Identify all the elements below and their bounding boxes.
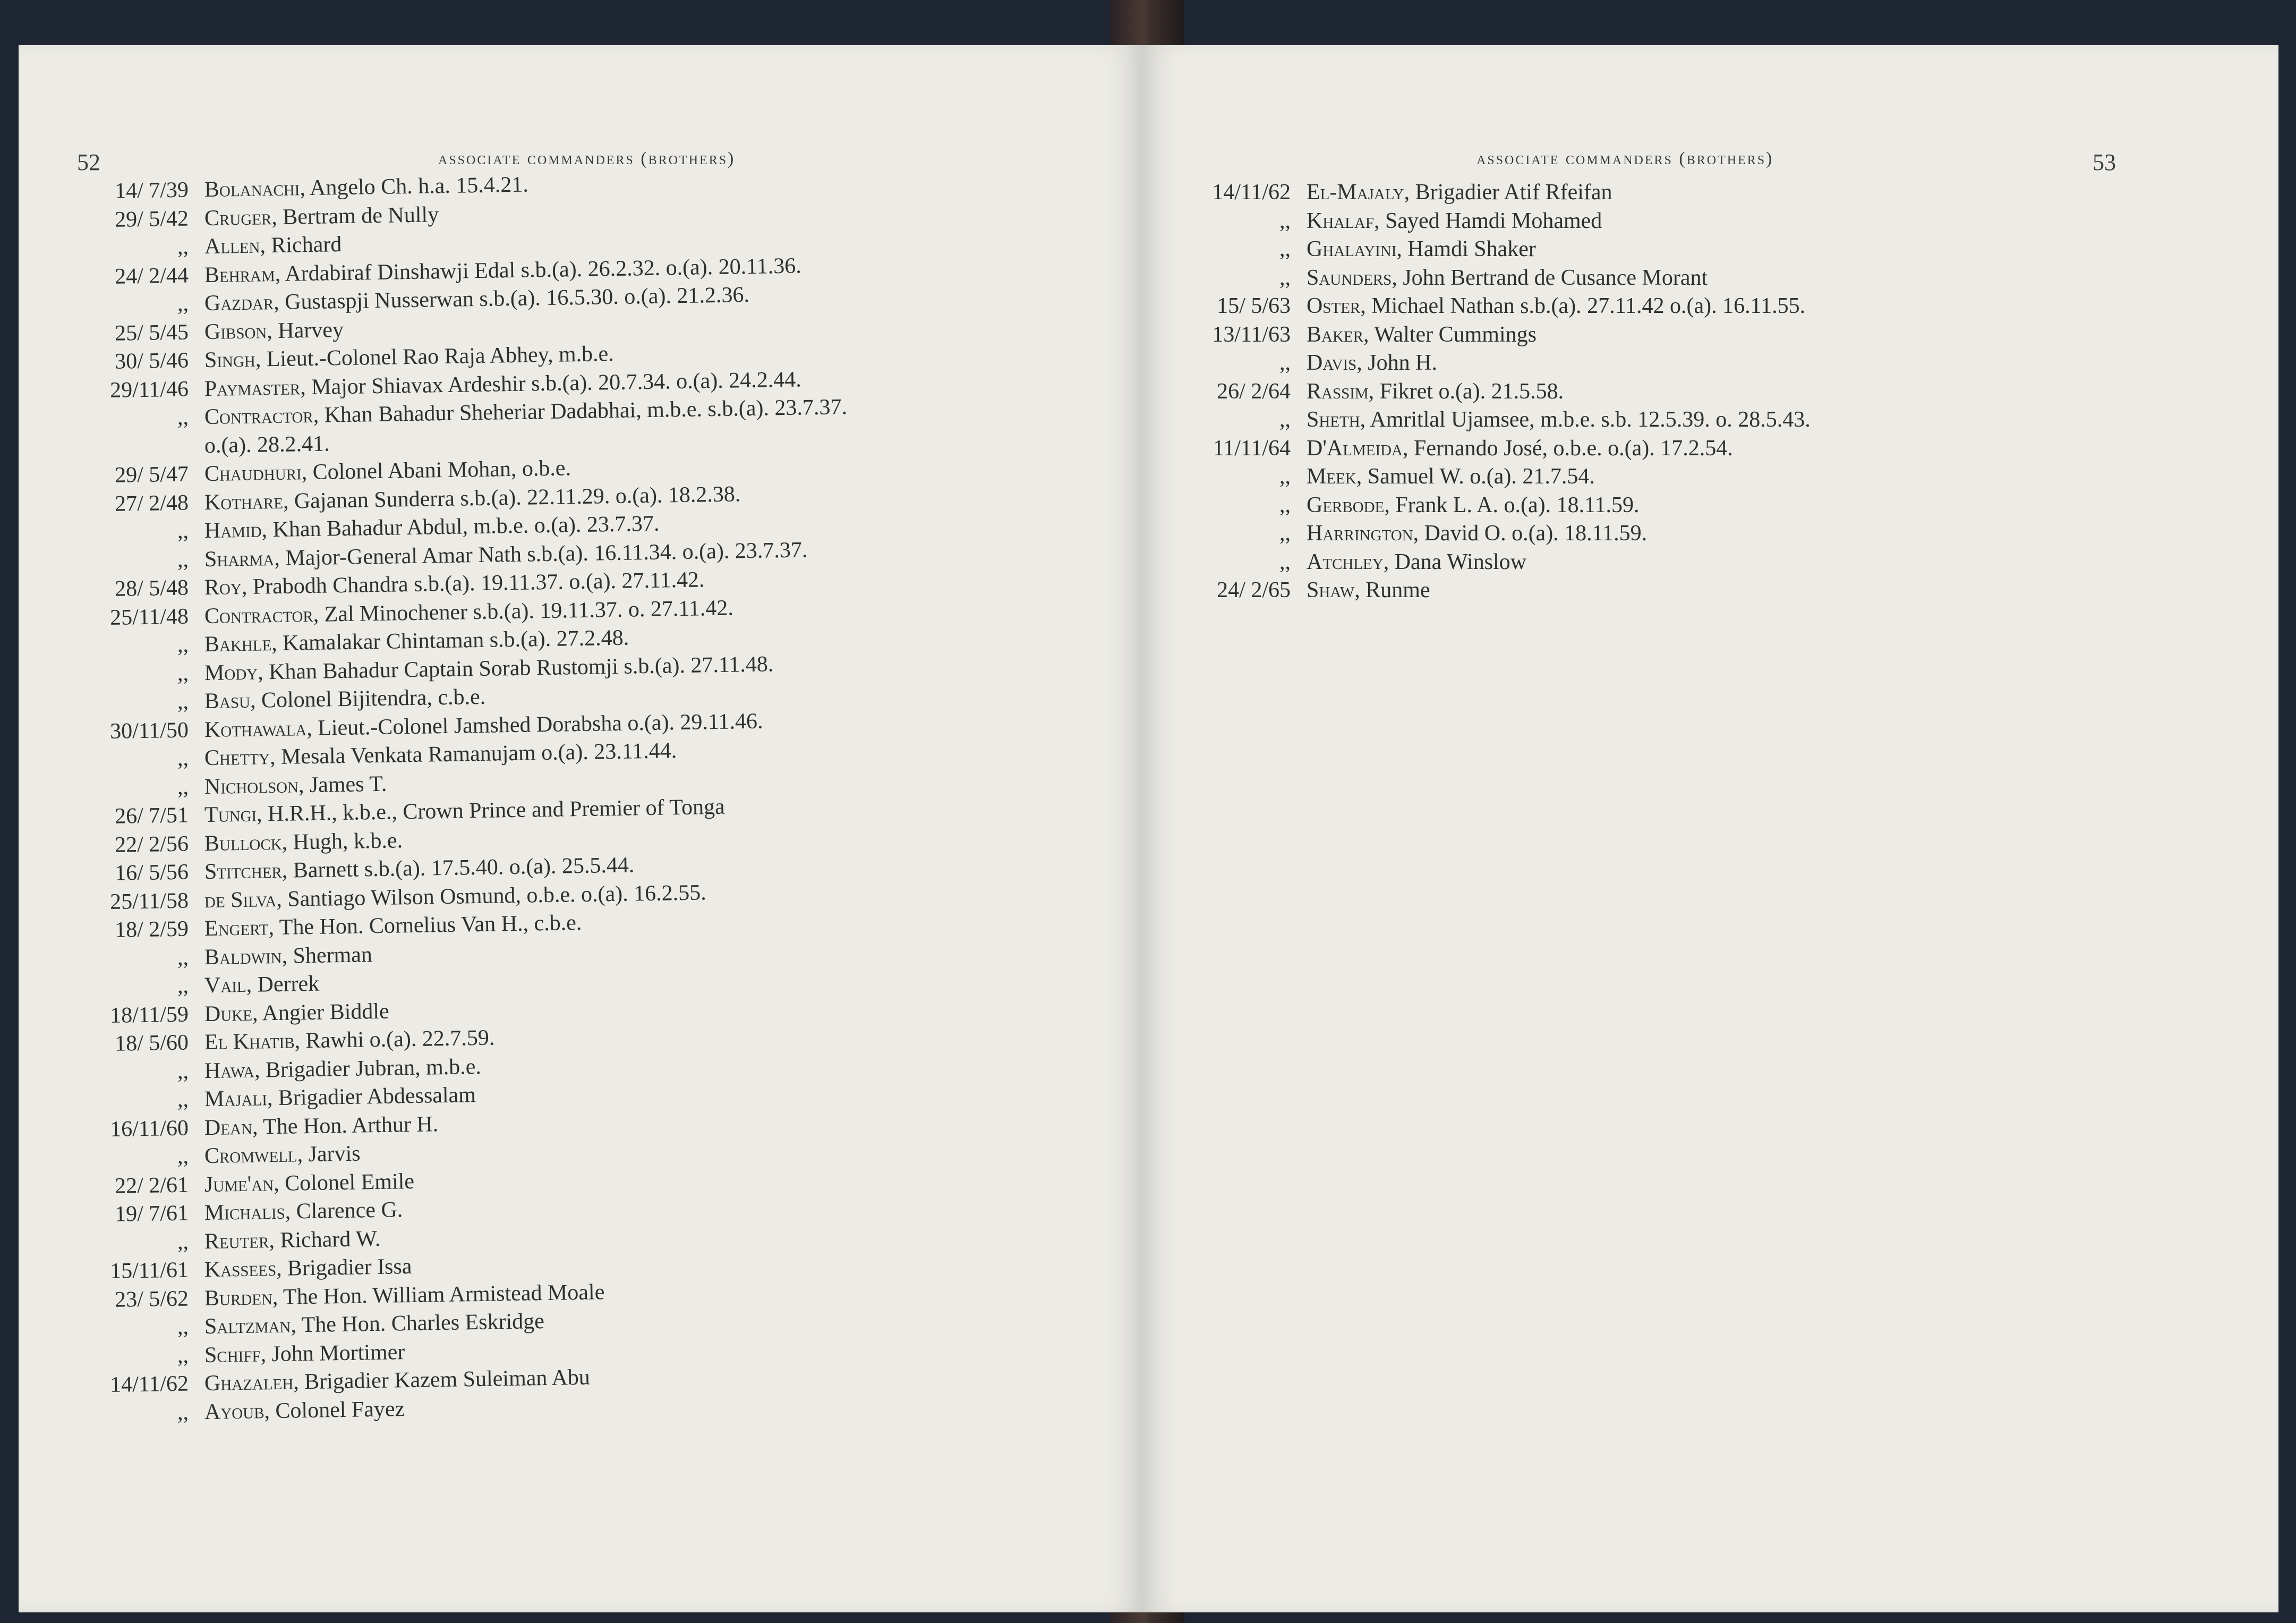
entry-date: 19/ 7/61 [114, 1201, 189, 1227]
entry-details: Major Shiavax Ardeshir s.b.(a). 20.7.34. o.(a). 24.2.44. [305, 367, 802, 400]
entry-details: Lieut.-Colonel Jamshed Dorabsha o.(a). 29.11.46. [312, 709, 763, 741]
entry-surname: Michalis, [204, 1199, 291, 1226]
entry-date: 25/ 5/45 [114, 320, 189, 346]
entry-details: Colonel Abani Mohan, o.b.e. [306, 456, 571, 485]
entry-details: Runme [1360, 578, 1430, 602]
entry-date: ,, [177, 746, 189, 771]
entry-details: The Hon. Charles Eskridge [296, 1309, 545, 1338]
entry-date: ,, [177, 234, 189, 259]
entry-date: 29/11/46 [109, 377, 189, 403]
entry-surname: Gazdar, [204, 290, 280, 316]
entry-list [1142, 45, 2278, 1612]
entry-date: ,, [177, 1144, 189, 1169]
entry-surname: D'Almeida, [1307, 436, 1409, 461]
entry-details: The Hon. Arthur H. [258, 1111, 439, 1140]
entry-text [1307, 491, 1640, 520]
entry-surname: Ghazaleh, [204, 1370, 300, 1396]
entry-text [1307, 462, 1595, 491]
running-head: associate commanders (brothers) [438, 149, 736, 168]
entry-surname: Stitcher, [204, 858, 288, 885]
entry-surname: Duke, [204, 1001, 258, 1026]
entry-text [1307, 292, 1805, 320]
page-number: 53 [2093, 149, 2116, 175]
entry-details: Kamalakar Chintaman s.b.(a). 27.2.48. [277, 625, 629, 656]
entry-text [204, 1224, 381, 1255]
entry-surname: Baker, [1307, 322, 1369, 347]
entry-date: 25/11/58 [109, 888, 189, 914]
entry-surname: Schiff, [204, 1341, 267, 1367]
entry-surname: Saunders, [1307, 265, 1397, 290]
entry-details: Sayed Hamdi Mohamed [1379, 208, 1602, 233]
entry-text [204, 1338, 405, 1370]
entry-details: Dana Winslow [1389, 549, 1527, 574]
entry-surname: Cromwell, [204, 1142, 303, 1169]
entry-details: Clarence G. [290, 1197, 403, 1224]
entry-date: 15/ 5/63 [1217, 294, 1291, 318]
left-page [19, 45, 1142, 1612]
entry-date: 30/ 5/46 [114, 348, 189, 374]
entry-details: Fikret o.(a). 21.5.58. [1374, 379, 1564, 404]
entry-surname: Dean, [204, 1115, 258, 1140]
entry-surname: Shaw, [1307, 578, 1360, 602]
entry-date: ,, [177, 1087, 189, 1112]
entry-date: 15/11/61 [109, 1257, 189, 1284]
entry-details: John Mortimer [266, 1339, 405, 1366]
entry-details: Brigadier Jubran, m.b.e. [260, 1054, 482, 1082]
entry-date: 16/ 5/56 [114, 860, 189, 886]
entry-text [204, 1140, 361, 1171]
entry-date: ,, [177, 632, 189, 657]
entry-date: 30/11/50 [109, 718, 189, 744]
entry-text [204, 940, 373, 972]
running-head: associate commanders (brothers) [1476, 149, 1774, 168]
entry-surname: Baldwin, [204, 944, 288, 970]
entry-date: ,, [177, 1314, 189, 1339]
entry-surname: Bullock, [204, 830, 288, 856]
entry-surname: Rassim, [1307, 379, 1375, 404]
entry-text [1307, 434, 1733, 463]
entry-date: ,, [1279, 351, 1291, 375]
entry-details: Richard [265, 232, 342, 258]
entry-surname: Nicholson, [204, 772, 304, 799]
entry-date: ,, [177, 775, 189, 800]
entry-surname: Paymaster, [204, 375, 306, 401]
entry-date: ,, [1279, 407, 1291, 432]
entry-surname: de Silva, [204, 887, 283, 913]
entry-details: Barnett s.b.(a). 17.5.40. o.(a). 25.5.44. [287, 853, 635, 883]
entry-date: ,, [1279, 208, 1291, 233]
entry-details: David O. o.(a). 18.11.59. [1419, 521, 1648, 546]
entry-surname: Chaudhuri, [204, 460, 308, 487]
entry-text [204, 1167, 415, 1199]
entry-details: Mesala Venkata Ramanujam o.(a). 23.11.44. [275, 738, 677, 770]
entry-surname: El-Majaly, [1307, 180, 1410, 205]
right-page [1142, 45, 2278, 1612]
entry-surname: Gerbode, [1307, 492, 1390, 517]
entry-surname: Burden, [204, 1285, 278, 1311]
entry-surname: Ghalayini, [1307, 237, 1402, 261]
entry-date: ,, [177, 661, 189, 686]
entry-date: ,, [177, 973, 189, 998]
entry-date: ,, [177, 1343, 189, 1368]
entry-text [204, 1395, 405, 1426]
entry-surname: Contractor, [204, 602, 319, 628]
entry-surname: Gibson, [204, 318, 273, 344]
entry-surname: Saltzman, [204, 1313, 297, 1339]
entry-details: Samuel W. o.(a). 21.7.54. [1362, 464, 1595, 489]
entry-date: ,, [1279, 521, 1291, 546]
entry-date: 26/ 2/64 [1217, 379, 1291, 404]
entry-surname: Oster, [1307, 294, 1366, 318]
entry-surname: Kothawala, [204, 716, 313, 742]
entry-surname: Allen, [204, 233, 266, 259]
entry-text [204, 970, 320, 1000]
entry-surname: Contractor, [204, 403, 319, 430]
entry-details: The Hon. William Armistead Moale [277, 1279, 605, 1310]
entry-date: 13/11/63 [1212, 322, 1291, 347]
entry-details: Ardabiraf Dinshawji Edal s.b.(a). 26.2.32. o.(a). 20.11.36. [280, 253, 801, 286]
entry-details: Major-General Amar Nath s.b.(a). 16.11.34. o.(a). 23.7.37. [279, 537, 808, 571]
entry-details: Richard W. [274, 1226, 381, 1253]
entry-date: 22/ 2/61 [114, 1172, 189, 1199]
entry-date: 24/ 2/44 [114, 263, 189, 289]
entry-surname: Davis, [1307, 351, 1362, 375]
entry-date: ,, [1279, 237, 1291, 261]
entry-details: Sherman [287, 942, 373, 968]
entry-text [204, 1024, 495, 1057]
entry-text [1307, 349, 1437, 377]
entry-surname: Sheth, [1307, 407, 1366, 432]
entry-list [19, 45, 1142, 1612]
entry-date: 29/ 5/42 [114, 206, 189, 232]
entry-surname: Bakhle, [204, 631, 278, 657]
entry-text [1307, 576, 1430, 605]
entry-surname: Engert, [204, 915, 275, 941]
entry-date: 25/11/48 [109, 604, 189, 630]
entry-details: Khan Bahadur Captain Sorab Rustomji s.b.(a). 27.11.48. [263, 651, 774, 684]
entry-surname: Atchley, [1307, 549, 1389, 574]
entry-details: Hugh, k.b.e. [287, 828, 403, 855]
entry-date: 14/ 7/39 [114, 177, 189, 203]
entry-surname: Tungi, [204, 802, 262, 828]
entry-date: 18/ 2/59 [114, 916, 189, 942]
entry-surname: Reuter, [204, 1228, 275, 1254]
entry-text [1307, 264, 1708, 292]
entry-surname: Roy, [204, 574, 247, 600]
entry-date: ,, [177, 291, 189, 316]
entry-details: Santiago Wilson Osmund, o.b.e. o.(a). 16.2.55. [281, 880, 707, 912]
entry-date: 28/ 5/48 [114, 575, 189, 601]
entry-details: Brigadier Atif Rfeifan [1410, 180, 1612, 205]
entry-date: 14/11/62 [109, 1371, 189, 1397]
entry-details: Khan Bahadur Abdul, m.b.e. o.(a). 23.7.37. [267, 511, 660, 542]
entry-details: H.R.H., k.b.e., Crown Prince and Premier of Tonga [262, 794, 725, 827]
entry-date: 22/ 2/56 [114, 831, 189, 857]
entry-date: ,, [1279, 464, 1291, 489]
entry-text [204, 1081, 476, 1114]
entry-details: John Bertrand de Cusance Morant [1397, 265, 1708, 290]
entry-text [204, 1307, 545, 1341]
entry-text [204, 1110, 439, 1142]
entry-details: Brigadier Abdessalam [272, 1083, 476, 1111]
entry-date: 24/ 2/65 [1217, 578, 1291, 602]
entry-details: Bertram de Nully [277, 202, 439, 230]
entry-surname: Hamid, [204, 517, 268, 543]
entry-text [1307, 235, 1536, 264]
entry-text [204, 316, 344, 346]
entry-details: Hamdi Shaker [1402, 237, 1536, 261]
entry-date: ,, [177, 1059, 189, 1084]
entry-date: ,, [177, 1229, 189, 1254]
entry-surname: Meek, [1307, 464, 1362, 489]
entry-surname: Harrington, [1307, 521, 1419, 546]
entry-surname: Kassees, [204, 1256, 282, 1282]
entry-text [1307, 519, 1647, 548]
entry-details: Gustaspji Nusserwan s.b.(a). 16.5.30. o.(a). 21.2.36. [279, 283, 750, 315]
entry-text [1307, 377, 1564, 406]
entry-text [1307, 178, 1612, 207]
entry-date: 29/ 5/47 [114, 462, 189, 488]
entry-text [204, 1252, 412, 1284]
entry-details: Zal Minochener s.b.(a). 19.11.37. o. 27.11.42. [318, 595, 734, 627]
entry-details: Angelo Ch. h.a. 15.4.21. [305, 172, 529, 201]
entry-date: 14/11/62 [1212, 180, 1291, 205]
entry-date: 23/ 5/62 [114, 1286, 189, 1312]
entry-details: Prabodh Chandra s.b.(a). 19.11.37. o.(a). 27.11.42. [246, 567, 705, 599]
entry-surname: Khalaf, [1307, 208, 1380, 233]
entry-date: 18/11/59 [109, 1002, 189, 1028]
entry-text [204, 997, 390, 1028]
entry-details: The Hon. Cornelius Van H., c.b.e. [274, 910, 582, 940]
entry-text [204, 769, 387, 801]
entry-surname: Sharma, [204, 546, 280, 572]
entry-date: 26/ 7/51 [114, 803, 189, 829]
entry-date: ,, [177, 1400, 189, 1425]
entry-date: 18/ 5/60 [114, 1030, 189, 1056]
entry-surname: Cruger, [204, 205, 278, 231]
entry-surname: El Khatib, [204, 1029, 301, 1055]
entry-details: James T. [304, 771, 387, 797]
entry-details: Amritlal Ujamsee, m.b.e. s.b. 12.5.39. o. 28.5.43. [1365, 407, 1811, 432]
entry-text [1307, 405, 1811, 434]
entry-details: Khan Bahadur Sheheriar Dadabhai, m.b.e. s.b.(a). 23.7.37. [318, 395, 848, 428]
entry-date: ,, [177, 689, 189, 714]
entry-surname: Ayoub, [204, 1398, 270, 1424]
entry-details: Jarvis [302, 1141, 361, 1167]
entry-text [204, 230, 342, 261]
entry-surname: Chetty, [204, 745, 276, 771]
entry-text [1307, 320, 1537, 349]
entry-details: Angier Biddle [258, 999, 390, 1026]
entry-date: ,, [177, 405, 189, 430]
entry-details: Gajanan Sunderra s.b.(a). 22.11.29. o.(a). 18.2.38. [288, 481, 741, 514]
entry-text [204, 1052, 482, 1085]
entry-details: Frank L. A. o.(a). 18.11.59. [1389, 492, 1640, 517]
entry-text [204, 200, 439, 233]
entry-details: Brigadier Issa [281, 1254, 412, 1281]
entry-text [1307, 548, 1526, 576]
entry-surname: Bolanachi, [204, 176, 306, 202]
entry-surname: Majali, [204, 1086, 273, 1112]
entry-date: 27/ 2/48 [114, 490, 189, 516]
entry-text [204, 1278, 605, 1313]
entry-details: o.(a). 28.2.41. [204, 431, 330, 458]
entry-text [204, 826, 403, 858]
entry-details: Colonel Fayez [269, 1396, 405, 1423]
entry-details: Rawhi o.(a). 22.7.59. [300, 1025, 495, 1053]
entry-date: 16/11/60 [109, 1116, 189, 1142]
entry-details: Colonel Emile [279, 1169, 415, 1196]
entry-surname: Behram, [204, 261, 281, 287]
entry-details: Derrek [251, 971, 320, 997]
entry-text [204, 1363, 591, 1398]
entry-text [204, 429, 330, 460]
entry-details: Harvey [272, 317, 344, 343]
entry-details: Colonel Bijitendra, c.b.e. [255, 684, 486, 713]
entry-surname: Kothare, [204, 489, 289, 515]
entry-date: ,, [1279, 492, 1291, 517]
entry-surname: Hawa, [204, 1057, 260, 1083]
entry-surname: Singh, [204, 347, 261, 373]
entry-text [1307, 207, 1602, 235]
entry-details: Michael Nathan s.b.(a). 27.11.42 o.(a). 16.11.55. [1365, 294, 1806, 318]
entry-date: 11/11/64 [1213, 436, 1291, 461]
entry-date: ,, [177, 547, 189, 572]
entry-date: ,, [177, 945, 189, 970]
entry-surname: Vail, [204, 972, 252, 998]
entry-details: Fernando José, o.b.e. o.(a). 17.2.54. [1408, 436, 1733, 461]
entry-surname: Mody, [204, 659, 263, 685]
entry-text [204, 908, 582, 943]
entry-surname: Jume'an, [204, 1171, 280, 1197]
entry-date: ,, [177, 519, 189, 543]
page-number: 52 [77, 149, 100, 175]
entry-details: John H. [1362, 351, 1437, 375]
entry-text [204, 171, 529, 205]
entry-details: Brigadier Kazem Suleiman Abu [298, 1365, 591, 1395]
entry-date: ,, [1279, 549, 1291, 574]
entry-surname: Basu, [204, 688, 256, 714]
entry-details: Walter Cummings [1369, 322, 1537, 347]
entry-date: ,, [1279, 265, 1291, 290]
entry-details: Lieut.-Colonel Rao Raja Abhey, m.b.e. [260, 342, 614, 372]
entry-text [204, 683, 486, 716]
entry-text [204, 1195, 403, 1227]
